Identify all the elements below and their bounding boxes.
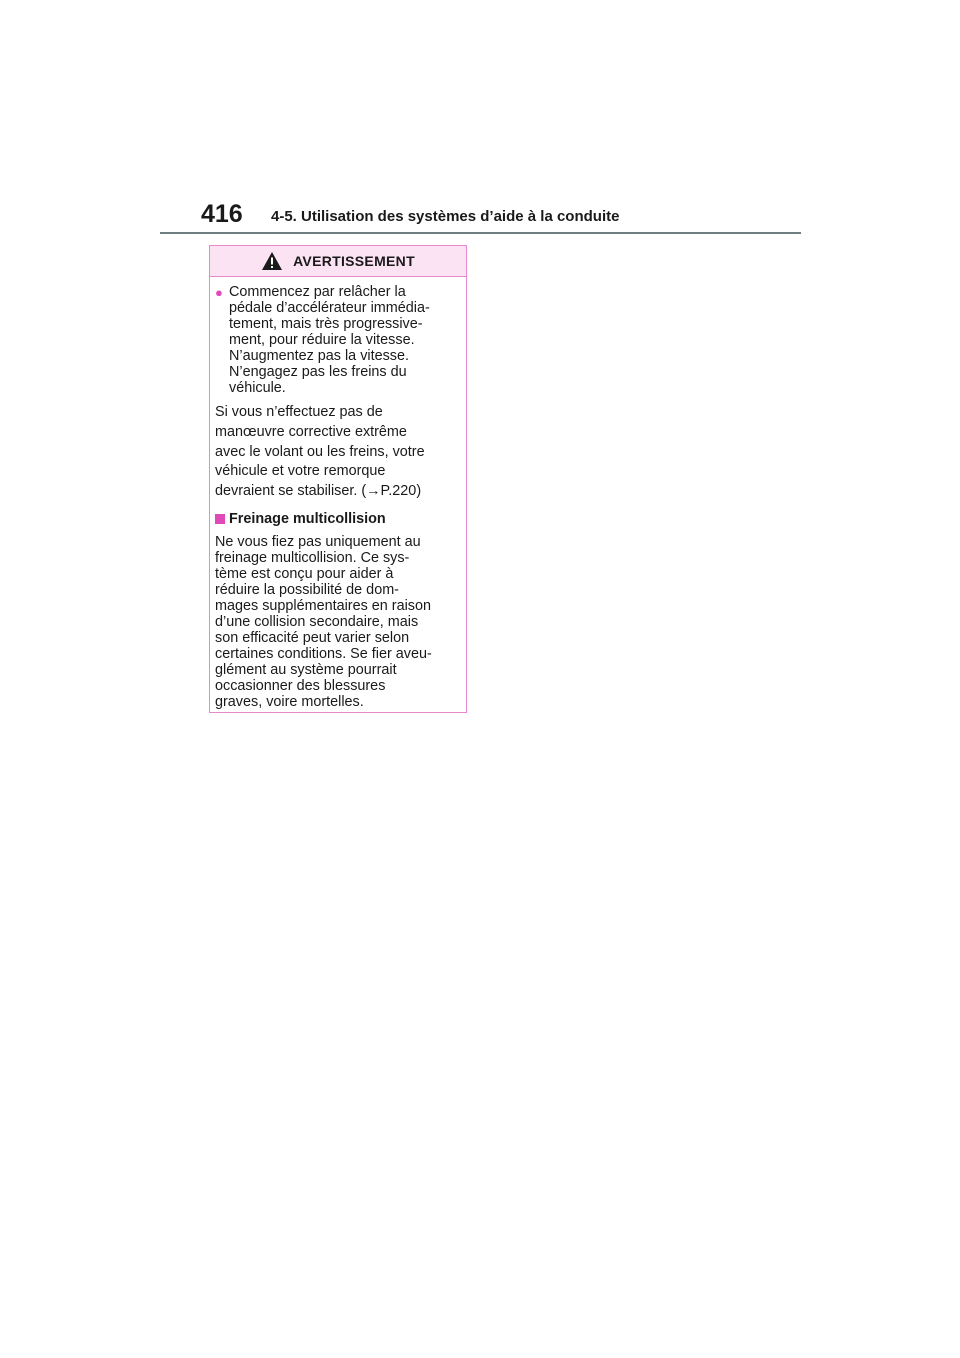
bullet-dot-icon: ● bbox=[215, 285, 223, 300]
header-divider bbox=[160, 232, 801, 234]
warning-body bbox=[210, 277, 466, 710]
subsection-text: Ne vous fiez pas uniquement au freinage multicollision. Ce sys- tème est conçu pour aider à réduire la possibilité de dom- mages supplémentaires en raison d’une collision secondaire, mais son efficacité peut varier selon certaines conditions. Se fier aveu- glément au système pourrait occasionner des blessures graves, voire mortelles. bbox=[215, 533, 432, 710]
warning-title: AVERTISSEMENT bbox=[293, 253, 415, 269]
warning-paragraph: Si vous n’effectuez pas de manœuvre corrective extrême avec le volant ou les freins, votre véhicule et votre remorque devraient se stabiliser. (→P.220) bbox=[215, 404, 425, 500]
subsection-title: Freinage multicollision bbox=[229, 510, 386, 527]
warning-bullet bbox=[215, 284, 460, 396]
section-title: 4-5. Utilisation des systèmes d’aide à la conduite bbox=[271, 208, 620, 225]
square-bullet-icon bbox=[215, 514, 225, 524]
warning-box bbox=[209, 245, 467, 713]
warning-bullet-text: Commencez par relâcher la pédale d’accélérateur immédia- tement, mais très progressive- ment, pour réduire la vitesse. N’augmentez pas la vitesse. N’engagez pas les freins du véhicule. bbox=[229, 284, 430, 396]
warning-header bbox=[210, 246, 466, 277]
subsection-heading bbox=[215, 511, 460, 528]
warning-triangle-icon bbox=[261, 251, 283, 271]
page-number: 416 bbox=[201, 200, 243, 228]
